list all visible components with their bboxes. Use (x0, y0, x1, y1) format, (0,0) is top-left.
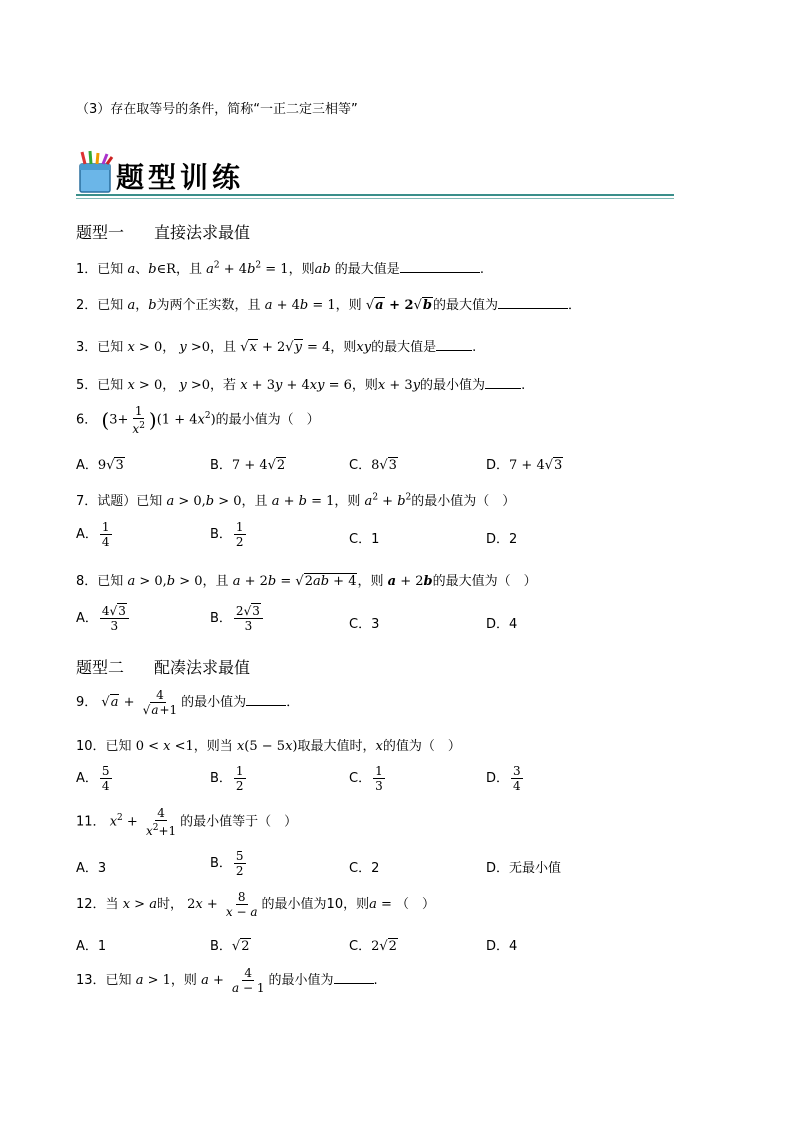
banner-rule-thin (76, 198, 674, 199)
q8-option-b[interactable]: B． $\frac{2√3}{3}$ (210, 604, 265, 633)
q10-option-d[interactable]: D． $\frac{3}{4}$ (486, 764, 521, 793)
pencil-cup-icon (76, 150, 116, 194)
q7-option-b[interactable]: B． $\frac{1}{2}$ (210, 520, 244, 549)
question-9: 9． √a + $\frac{4}{√a+1}$ 的最小值为 ． (76, 688, 300, 717)
q12-option-c[interactable]: C．2√2 (349, 939, 397, 954)
q11-option-d[interactable]: D．无最小值 (486, 861, 562, 876)
banner-rule (76, 194, 674, 196)
question-1: 1．已知 a、b∈R，且 $a^2 + 4b^2 = 1$，则ab 的最大值是 . (76, 260, 484, 277)
q10-option-c[interactable]: C． $\frac{1}{3}$ (349, 764, 383, 793)
q12-option-b[interactable]: B．√2 (210, 939, 250, 954)
q6-option-d[interactable]: D．7 + 4√3 (486, 458, 563, 473)
section-label: 题型二 (76, 658, 125, 677)
q8-option-a[interactable]: A． $\frac{4√3}{3}$ (76, 604, 131, 633)
question-5: 5．已知 x > 0， y >0，若 x + 3y + 4xy = 6，则x + 3y的最小值为 . (76, 378, 526, 393)
q12-option-a[interactable]: A．1 (76, 939, 107, 954)
q6-option-a[interactable]: A．9√3 (76, 458, 124, 473)
question-8: 8．已知 a > 0,b > 0，且 a + 2b = √2ab + 4，则 a + 2b的最大值为（ ） (76, 574, 537, 589)
q7-option-c[interactable]: C．1 (349, 532, 380, 547)
q7-option-a[interactable]: A． $\frac{1}{4}$ (76, 520, 110, 549)
q11-option-b[interactable]: B． $\frac{5}{2}$ (210, 849, 244, 878)
section-heading-2 (76, 655, 250, 678)
q10-option-b[interactable]: B． $\frac{1}{2}$ (210, 764, 244, 793)
banner-title: 题型训练 (116, 161, 245, 194)
section-heading-1 (76, 220, 250, 243)
q6-option-b[interactable]: B．7 + 4√2 (210, 458, 286, 473)
section-banner (76, 150, 676, 202)
q11-option-a[interactable]: A．3 (76, 861, 107, 876)
q11-option-c[interactable]: C．2 (349, 861, 380, 876)
question-13: 13．已知 a > 1，则 a + $\frac{4}{a - 1}$ 的最小值为 . (76, 966, 378, 995)
question-3: 3．已知 x > 0， y >0，且 √x + 2√y = 4，则xy的最大值是 . (76, 340, 477, 355)
question-10: 10．已知 0 < x <1，则当 x(5 − 5x)取最大值时，x的值为（ ） (76, 739, 461, 754)
question-11: 11． $x^2$ + $\frac{4}{x^2+1}$ 的最小值等于（ ） (76, 806, 298, 838)
section-title: 直接法求最值 (154, 223, 251, 242)
section-title: 配凑法求最值 (154, 658, 251, 677)
question-6: 6． (3+ $\frac{1}{x^2}$ )$(1 + 4x^2)$的最小值为（ ） (76, 404, 320, 436)
question-2: 2．已知 a，b为两个正实数，且 a + 4b = 1，则 √a + 2√b的最大值为 ． (76, 298, 581, 313)
section-label: 题型一 (76, 223, 125, 242)
q12-option-d[interactable]: D．4 (486, 939, 518, 954)
q6-option-c[interactable]: C．8√3 (349, 458, 397, 473)
q7-option-d[interactable]: D．2 (486, 532, 518, 547)
q8-option-d[interactable]: D．4 (486, 617, 518, 632)
intro-text: （3）存在取等号的条件，简称“一正二定三相等” (76, 102, 358, 117)
q10-option-a[interactable]: A． $\frac{5}{4}$ (76, 764, 110, 793)
question-12: 12．当 x > a时， 2x + $\frac{8}{x - a}$ 的最小值为10，则a = （ ） (76, 890, 436, 919)
q8-option-c[interactable]: C．3 (349, 617, 380, 632)
question-7: 7．试题）已知 a > 0,b > 0，且 a + b = 1，则 $a^2 + b^2$的最小值为（ ） (76, 492, 516, 509)
